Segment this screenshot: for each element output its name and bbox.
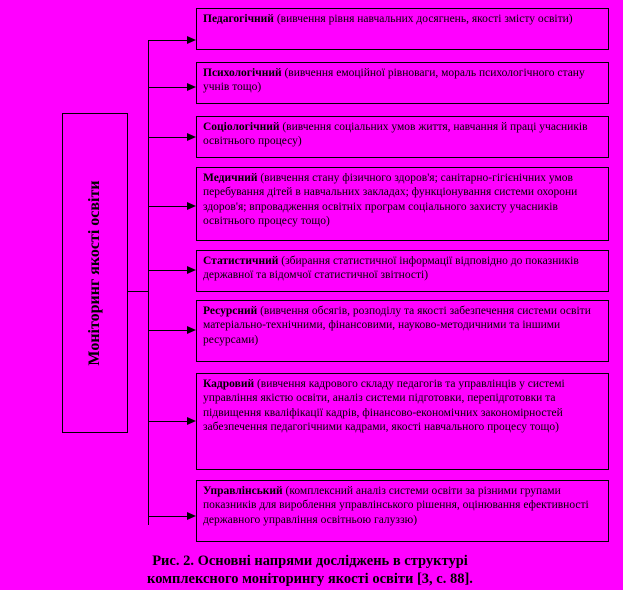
figure-caption <box>100 552 520 588</box>
branch-line <box>148 87 188 88</box>
arrow-icon <box>187 202 196 210</box>
root-label: Моніторинг якості освіти <box>86 180 103 366</box>
box-title: Статистичний <box>203 255 279 267</box>
box-text: (збирання статистичної інформації відповідно до показників державної та відомчої статистичної звітності) <box>203 255 579 282</box>
box-title: Психологічний <box>203 67 282 79</box>
root-connector <box>128 291 149 292</box>
box-managerial <box>196 480 609 542</box>
box-resource <box>196 300 609 362</box>
arrow-icon <box>187 36 196 44</box>
box-pedagogical <box>196 8 609 50</box>
box-text: (комплексний аналіз системи освіти за різними групами показників для вироблення управлінського рішення, оцінювання ефективності державного управління освітньою галуззю) <box>203 485 589 526</box>
box-text: (вивчення рівня навчальних досягнень, якості змісту освіти) <box>273 13 573 25</box>
arrow-icon <box>187 266 196 274</box>
box-personnel <box>196 373 609 470</box>
box-text: (вивчення емоційної рівноваги, мораль психологічного стану учнів тощо) <box>203 67 585 94</box>
box-psychological <box>196 62 609 104</box>
branch-line <box>148 270 188 271</box>
arrow-icon <box>187 417 196 425</box>
box-text: (вивчення кадрового складу педагогів та управлінців у системі управління якістю освіти, аналіз системи підготовки, перепідготовки та підвищення кваліфікації кадрів, фінансово-економічних закономірностей забезпечення педагогічними кадрами, якості навчального процесу тощо) <box>203 378 565 434</box>
box-sociological <box>196 116 609 158</box>
arrow-icon <box>187 326 196 334</box>
branch-line <box>148 40 188 41</box>
branch-line <box>148 330 188 331</box>
box-title: Ресурсний <box>203 305 258 317</box>
box-title: Медичний <box>203 172 258 184</box>
branch-line <box>148 137 188 138</box>
box-title: Соціологічний <box>203 121 280 133</box>
box-medical <box>196 167 609 241</box>
box-title: Кадровий <box>203 378 255 390</box>
box-title: Педагогічний <box>203 13 274 25</box>
box-text: (вивчення стану фізичного здоров'я; санітарно-гігієнічних умов перебування дітей в навчальних закладах; функціонування системи охорони здоров'я; впровадження освітніх програм соціального захисту учасників освітнього процесу тощо) <box>203 172 578 228</box>
box-statistical <box>196 250 609 292</box>
arrow-icon <box>187 512 196 520</box>
trunk-line <box>148 40 149 525</box>
branch-line <box>148 421 188 422</box>
branch-line <box>148 206 188 207</box>
box-text: (вивчення обсягів, розподілу та якості забезпечення системи освіти матеріально-технічними, фінансовими, науково-методичними та іншими ресурсами) <box>203 305 591 346</box>
caption-line-1: Рис. 2. Основні напрями досліджень в структурі <box>152 553 468 569</box>
box-text: (вивчення соціальних умов життя, навчання й праці учасників освітнього процесу) <box>203 121 588 148</box>
caption-line-2: комплексного моніторингу якості освіти [3, с. 88]. <box>147 571 473 588</box>
arrow-icon <box>187 133 196 141</box>
box-title: Управлінський <box>203 485 283 497</box>
arrow-icon <box>187 83 196 91</box>
root-node <box>62 113 128 433</box>
branch-line <box>148 516 188 517</box>
